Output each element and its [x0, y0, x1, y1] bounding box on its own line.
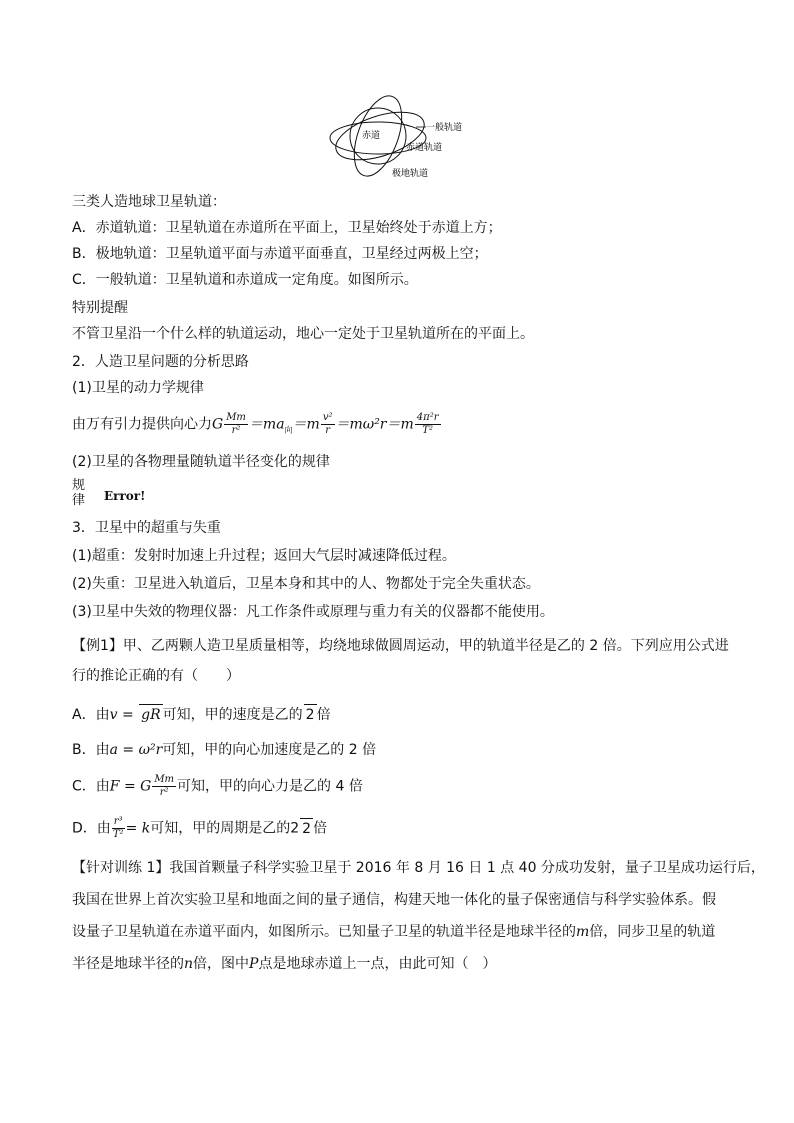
option-b: B．由a = ω²r可知，甲的向心加速度是乙的 2 倍 [72, 742, 377, 758]
sqrt-2: 2 [304, 704, 317, 725]
text-line: (3)卫星中失效的物理仪器：凡工作条件或原理与重力有关的仪器都不能使用。 [72, 604, 554, 620]
error-text: Error! [104, 489, 146, 503]
option-d: D．由 $\frac{\text{r³}}{\text{T²}}$ = k可知，甲的周期是乙的2 2 倍 [72, 816, 328, 840]
text-line: (1)卫星的动力学规律 [72, 380, 204, 396]
text-line: 不管卫星沿一个什么样的轨道运动，地心一定处于卫星轨道所在的平面上。 [72, 326, 534, 342]
text-line: (1)超重：发射时加速上升过程；返回大气层时减速降低过程。 [72, 548, 456, 564]
example-question: 行的推论正确的有（ ） [72, 668, 240, 684]
training-question: 半径是地球半径的n倍，图中P点是地球赤道上一点，由此可知（ ） [72, 956, 497, 972]
formula-eq1: ＝ma [248, 416, 285, 433]
sqrt-2-d: 2 [300, 818, 313, 839]
fraction-Mm-r2: $\frac{Mm}{\text{r²}}$ [226, 412, 246, 436]
sqrt-gR: gR [139, 704, 163, 725]
section-heading: 2．人造卫星问题的分析思路 [72, 354, 249, 370]
label-general-orbit: 一般轨道 [426, 123, 463, 133]
option-c: C．由F = G $\frac{Mm}{\text{r²}}$ 可知，甲的向心力是乙的 4 倍 [72, 774, 363, 798]
fraction-Mm-r2-c: $\frac{Mm}{\text{r²}}$ [154, 774, 175, 798]
formula-G: G [212, 416, 224, 433]
label-equator: 赤道 [362, 131, 381, 141]
text-line: 特别提醒 [72, 300, 128, 316]
training-question: 我国在世界上首次实验卫星和地面之间的量子通信，构建天地一体化的量子保密通信与科学实验体系。假 [72, 892, 716, 908]
text-line: (2)卫星的各物理量随轨道半径变化的规律 [72, 454, 330, 470]
text-line: (2)失重：卫星进入轨道后，卫星本身和其中的人、物都处于完全失重状态。 [72, 576, 540, 592]
fraction-r3-T2: $\frac{\text{r³}}{\text{T²}}$ [112, 816, 124, 840]
training-question: 【针对训练 1】我国首颗量子科学实验卫星于 2016 年 8 月 16 日 1 点 40 分成功发射，量子卫星成功运行后， [72, 860, 765, 876]
fraction-v2-r: $\frac{\text{v²}}{r}$ [322, 412, 333, 436]
text-line: A．赤道轨道：卫星轨道在赤道所在平面上，卫星始终处于赤道上方； [72, 220, 502, 236]
example-question: 【例1】甲、乙两颗人造卫星质量相等，均绕地球做圆周运动，甲的轨道半径是乙的 2 倍。下列应用公式进 [72, 638, 729, 654]
fraction-4pi2r-T2: $\frac{\text{4π²r}}{\text{T²}}$ [416, 412, 439, 436]
text-line: 三类人造地球卫星轨道： [72, 194, 226, 210]
formula-eq2: ＝m [292, 416, 320, 433]
training-question: 设量子卫星轨道在赤道平面内，如图所示。已知量子卫星的轨道半径是地球半径的m倍，同步卫星的轨道 [72, 924, 716, 940]
label-polar-orbit: 极地轨道 [392, 169, 429, 179]
option-a: A．由v = gR 可知，甲的速度是乙的 2 倍 [72, 704, 331, 725]
subscript-xiang: 向 [284, 425, 293, 435]
formula-eq3: ＝mω²r＝m [335, 416, 414, 433]
law-label: 规 律 [72, 478, 86, 508]
label-equatorial-orbit: 赤道轨道 [406, 143, 443, 153]
formula-prefix: 由万有引力提供向心力 [72, 416, 212, 433]
formula-line [72, 412, 442, 440]
orbit-diagram [328, 90, 468, 182]
text-line: B．极地轨道：卫星轨道平面与赤道平面垂直，卫星经过两极上空； [72, 246, 488, 262]
section-heading: 3．卫星中的超重与失重 [72, 520, 221, 536]
text-line: C．一般轨道：卫星轨道和赤道成一定角度。如图所示。 [72, 272, 418, 288]
